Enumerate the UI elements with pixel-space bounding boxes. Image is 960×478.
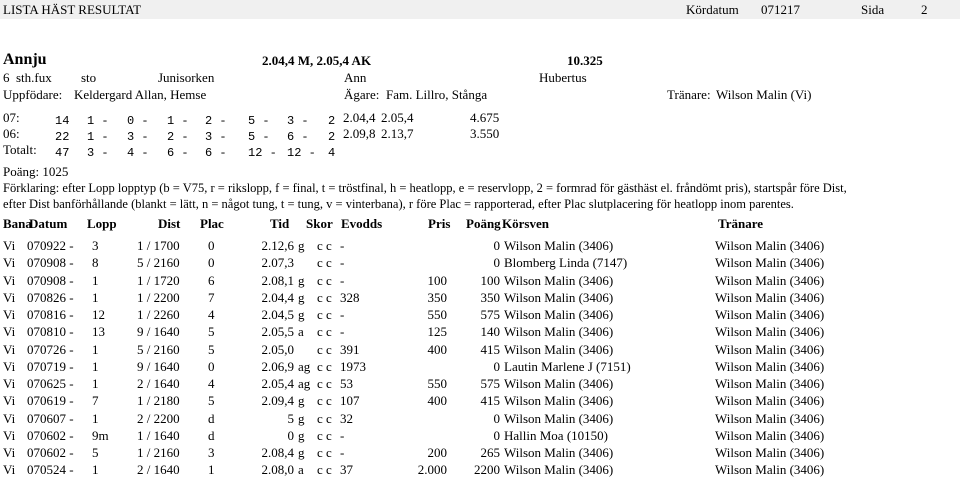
cell-korsven: Hallin Moa (10150) (504, 428, 608, 443)
table-row (0, 462, 960, 478)
results-table-header (0, 216, 960, 232)
column-header-pris: Pris (428, 216, 451, 231)
cell-tranare: Wilson Malin (3406) (715, 307, 825, 322)
cell-tid: 5 (287, 411, 294, 426)
cell-g: ag (298, 376, 311, 391)
cell-dist: 2 / 1640 (137, 376, 180, 391)
cell-g: g (298, 393, 305, 408)
cell-evodds: - (340, 273, 345, 288)
cell-tid: 2.05,0 (261, 342, 294, 357)
column-header-poang: Poäng (466, 216, 501, 231)
trainer-value: Wilson Malin (Vi) (716, 87, 812, 102)
stats-value: 5 - (248, 130, 270, 144)
table-row (0, 359, 960, 375)
cell-poang: 575 (480, 376, 500, 391)
cell-skor: c c (317, 307, 332, 322)
cell-datum: 070602 - (27, 445, 74, 460)
stats-value: 2 (328, 114, 336, 128)
stats-label: 07: (3, 110, 20, 125)
table-row (0, 411, 960, 427)
cell-datum: 070810 - (27, 324, 74, 339)
stats-value: 22 (55, 130, 70, 144)
report-title: LISTA HÄST RESULTAT (3, 2, 142, 17)
stats-value: 1 - (87, 130, 109, 144)
cell-tid: 2.08,4 (261, 445, 294, 460)
stats-value: 0 - (127, 114, 149, 128)
cell-tid: 2.05,5 (261, 324, 294, 339)
cell-poang: 575 (480, 307, 500, 322)
stats-value: 3 - (87, 146, 109, 160)
stats-value: 2 - (205, 114, 227, 128)
cell-skor: c c (317, 255, 332, 270)
cell-evodds: - (340, 428, 345, 443)
cell-poang: 100 (480, 273, 500, 288)
stats-value: 5 - (248, 114, 270, 128)
column-header-evodds: Evodds (341, 216, 383, 231)
cell-bana: Vi (3, 238, 16, 253)
cell-evodds: 1973 (340, 359, 366, 374)
horse-earnings: 10.325 (567, 53, 603, 68)
cell-tranare: Wilson Malin (3406) (715, 376, 825, 391)
cell-g: a (298, 324, 304, 339)
cell-g: g (298, 445, 305, 460)
cell-lopp: 1 (92, 273, 99, 288)
owner-label: Ägare: (344, 87, 380, 102)
cell-lopp: 1 (92, 376, 99, 391)
cell-dist: 5 / 2160 (137, 255, 180, 270)
cell-poang: 140 (480, 324, 500, 339)
cell-tranare: Wilson Malin (3406) (715, 255, 825, 270)
cell-bana: Vi (3, 342, 16, 357)
stats-record: 2.04,4 (343, 110, 376, 125)
cell-g: g (298, 411, 305, 426)
cell-poang: 0 (493, 238, 500, 253)
cell-skor: c c (317, 342, 332, 357)
stats-money: 4.675 (470, 110, 500, 125)
cell-bana: Vi (3, 273, 16, 288)
stats-value: 14 (55, 114, 70, 128)
cell-plac: 3 (208, 445, 215, 460)
cell-dist: 5 / 2160 (137, 342, 180, 357)
cell-lopp: 8 (92, 255, 99, 270)
cell-evodds: - (340, 238, 345, 253)
cell-tid: 0 (287, 428, 294, 443)
cell-plac: 1 (208, 462, 215, 477)
stats-value: 12 - (248, 146, 277, 160)
column-header-tranare: Tränare (718, 216, 764, 231)
cell-evodds: 328 (340, 290, 360, 305)
cell-plac: 5 (208, 324, 215, 339)
cell-tranare: Wilson Malin (3406) (715, 445, 825, 460)
cell-skor: c c (317, 359, 332, 374)
table-row (0, 428, 960, 444)
stats-value: 2 (328, 130, 336, 144)
cell-lopp: 1 (92, 342, 99, 357)
cell-dist: 1 / 1720 (137, 273, 180, 288)
cell-poang: 265 (480, 445, 500, 460)
cell-bana: Vi (3, 393, 16, 408)
cell-datum: 070607 - (27, 411, 74, 426)
cell-datum: 070908 - (27, 273, 74, 288)
cell-plac: d (208, 428, 215, 443)
cell-g: g (298, 238, 305, 253)
cell-dist: 9 / 1640 (137, 324, 180, 339)
cell-tranare: Wilson Malin (3406) (715, 290, 825, 305)
cell-evodds: - (340, 307, 345, 322)
cell-plac: 4 (208, 376, 215, 391)
cell-g: g (298, 290, 305, 305)
cell-evodds: 32 (340, 411, 353, 426)
cell-poang: 0 (493, 255, 500, 270)
cell-tid: 2.04,5 (261, 307, 294, 322)
cell-pris: 400 (427, 342, 447, 357)
cell-korsven: Wilson Malin (3406) (504, 445, 614, 460)
cell-skor: c c (317, 290, 332, 305)
horse-sire: Junisorken (158, 70, 215, 85)
table-row (0, 342, 960, 358)
cell-bana: Vi (3, 462, 16, 477)
legend-line-2: efter Dist banförhållande (blankt = lätt, n = något tung, t = tung, v = vinterbana), r före Plac = rapporterad, efter Plac slutplacering för heatlopp inom parentes. (3, 197, 794, 211)
table-row (0, 238, 960, 254)
cell-datum: 070602 - (27, 428, 74, 443)
cell-plac: 5 (208, 342, 215, 357)
stats-label: Totalt: (3, 142, 37, 157)
cell-plac: 4 (208, 307, 215, 322)
cell-tid: 2.06,9 (261, 359, 294, 374)
stats-value: 3 - (127, 130, 149, 144)
cell-korsven: Wilson Malin (3406) (504, 393, 614, 408)
cell-datum: 070726 - (27, 342, 74, 357)
cell-poang: 0 (493, 359, 500, 374)
cell-lopp: 1 (92, 411, 99, 426)
stats-record: 2.05,4 (381, 110, 414, 125)
page-number: 2 (921, 2, 928, 17)
cell-skor: c c (317, 376, 332, 391)
cell-tranare: Wilson Malin (3406) (715, 411, 825, 426)
cell-lopp: 1 (92, 290, 99, 305)
breeder-label: Uppfödare: (3, 87, 63, 102)
cell-plac: 7 (208, 290, 215, 305)
cell-plac: 0 (208, 255, 215, 270)
cell-tid: 2.12,6 (261, 238, 294, 253)
cell-skor: c c (317, 445, 332, 460)
column-header-tid: Tid (270, 216, 290, 231)
cell-evodds: 107 (340, 393, 360, 408)
cell-datum: 070619 - (27, 393, 74, 408)
cell-lopp: 3 (92, 238, 99, 253)
column-header-datum: Datum (29, 216, 68, 231)
cell-dist: 1 / 2200 (137, 290, 180, 305)
cell-lopp: 5 (92, 445, 99, 460)
cell-pris: 100 (427, 273, 447, 288)
cell-skor: c c (317, 428, 332, 443)
cell-evodds: 37 (340, 462, 353, 477)
cell-tranare: Wilson Malin (3406) (715, 324, 825, 339)
cell-pris: 350 (427, 290, 447, 305)
cell-g: g (298, 428, 305, 443)
cell-bana: Vi (3, 324, 16, 339)
cell-g: g (298, 273, 305, 288)
cell-datum: 070719 - (27, 359, 74, 374)
cell-bana: Vi (3, 307, 16, 322)
table-row (0, 393, 960, 409)
cell-poang: 350 (480, 290, 500, 305)
horse-dam: Ann (344, 70, 367, 85)
cell-tranare: Wilson Malin (3406) (715, 462, 825, 477)
stats-value: 6 - (287, 130, 309, 144)
cell-g: g (298, 307, 305, 322)
horse-gender: sto (81, 70, 97, 85)
cell-tranare: Wilson Malin (3406) (715, 428, 825, 443)
horse-name: Annju (3, 51, 47, 68)
horse-color: sth.fux (16, 70, 52, 85)
cell-dist: 2 / 2200 (137, 411, 180, 426)
cell-skor: c c (317, 324, 332, 339)
cell-pris: 400 (427, 393, 447, 408)
stats-value: 6 - (167, 146, 189, 160)
table-row (0, 290, 960, 306)
cell-tranare: Wilson Malin (3406) (715, 393, 825, 408)
cell-poang: 2200 (474, 462, 500, 477)
cell-dist: 1 / 1700 (137, 238, 180, 253)
cell-bana: Vi (3, 445, 16, 460)
cell-dist: 1 / 2180 (137, 393, 180, 408)
column-header-plac: Plac (200, 216, 224, 231)
cell-lopp: 1 (92, 462, 99, 477)
cell-poang: 415 (480, 393, 500, 408)
cell-g: a (298, 462, 304, 477)
cell-poang: 415 (480, 342, 500, 357)
cell-bana: Vi (3, 290, 16, 305)
stats-value: 3 - (205, 130, 227, 144)
table-row (0, 273, 960, 289)
cell-poang: 0 (493, 428, 500, 443)
cell-tid: 2.09,4 (261, 393, 294, 408)
page-label: Sida (861, 2, 885, 17)
cell-dist: 9 / 1640 (137, 359, 180, 374)
stats-value: 1 - (87, 114, 109, 128)
cell-pris: 2.000 (417, 462, 447, 477)
cell-tranare: Wilson Malin (3406) (715, 238, 825, 253)
legend-line-1: Förklaring: efter Lopp lopptyp (b = V75, r = rikslopp, f = final, t = tröstfinal, h = heatlopp, e = reservlopp, 2 = formrad för gästhäst el. fråndömt pris), startspår före Dist, (3, 181, 847, 195)
cell-korsven: Wilson Malin (3406) (504, 462, 614, 477)
cell-tranare: Wilson Malin (3406) (715, 342, 825, 357)
cell-evodds: - (340, 445, 345, 460)
cell-korsven: Lautin Marlene J (7151) (504, 359, 631, 374)
stats-value: 3 - (287, 114, 309, 128)
cell-skor: c c (317, 462, 332, 477)
cell-skor: c c (317, 393, 332, 408)
cell-g: ag (298, 359, 311, 374)
cell-dist: 2 / 1640 (137, 462, 180, 477)
stats-value: 4 (328, 146, 336, 160)
cell-datum: 070908 - (27, 255, 74, 270)
stats-label: 06: (3, 126, 20, 141)
column-header-korsven: Körsven (502, 216, 549, 231)
cell-korsven: Wilson Malin (3406) (504, 273, 614, 288)
table-row (0, 307, 960, 323)
cell-korsven: Wilson Malin (3406) (504, 324, 614, 339)
cell-tid: 2.07,3 (261, 255, 294, 270)
breeder-value: Keldergard Allan, Hemse (74, 87, 207, 102)
cell-tid: 2.05,4 (261, 376, 294, 391)
cell-plac: 0 (208, 359, 215, 374)
cell-korsven: Wilson Malin (3406) (504, 342, 614, 357)
cell-pris: 550 (427, 376, 447, 391)
cell-datum: 070816 - (27, 307, 74, 322)
cell-bana: Vi (3, 255, 16, 270)
stats-money: 3.550 (470, 126, 500, 141)
table-row (0, 324, 960, 340)
table-row (0, 445, 960, 461)
horse-damsire: Hubertus (539, 70, 587, 85)
cell-tid: 2.04,4 (261, 290, 294, 305)
column-header-skor: Skor (306, 216, 333, 231)
cell-lopp: 7 (92, 393, 99, 408)
cell-skor: c c (317, 411, 332, 426)
cell-evodds: 391 (340, 342, 360, 357)
stats-value: 2 - (167, 130, 189, 144)
cell-poang: 0 (493, 411, 500, 426)
cell-datum: 070922 - (27, 238, 74, 253)
stats-value: 6 - (205, 146, 227, 160)
cell-dist: 1 / 2260 (137, 307, 180, 322)
cell-tid: 2.08,0 (261, 462, 294, 477)
cell-lopp: 1 (92, 359, 99, 374)
column-header-lopp: Lopp (87, 216, 117, 231)
cell-plac: d (208, 411, 215, 426)
owner-value: Fam. Lillro, Stånga (386, 87, 488, 102)
points-total: Poäng: 1025 (3, 164, 69, 179)
trainer-label: Tränare: (667, 87, 711, 102)
cell-lopp: 12 (92, 307, 105, 322)
cell-evodds: 53 (340, 376, 353, 391)
cell-korsven: Wilson Malin (3406) (504, 238, 614, 253)
cell-dist: 1 / 1640 (137, 428, 180, 443)
stats-value: 12 - (287, 146, 316, 160)
cell-bana: Vi (3, 411, 16, 426)
cell-bana: Vi (3, 376, 16, 391)
cell-pris: 550 (427, 307, 447, 322)
cell-tranare: Wilson Malin (3406) (715, 359, 825, 374)
cell-korsven: Wilson Malin (3406) (504, 411, 614, 426)
cell-plac: 5 (208, 393, 215, 408)
cell-korsven: Wilson Malin (3406) (504, 376, 614, 391)
table-row (0, 376, 960, 392)
stats-value: 47 (55, 146, 70, 160)
cell-tid: 2.08,1 (261, 273, 294, 288)
cell-bana: Vi (3, 359, 16, 374)
cell-dist: 1 / 2160 (137, 445, 180, 460)
cell-bana: Vi (3, 428, 16, 443)
kordatum-value: 071217 (761, 2, 800, 17)
cell-datum: 070524 - (27, 462, 74, 477)
cell-tranare: Wilson Malin (3406) (715, 273, 825, 288)
cell-evodds: - (340, 255, 345, 270)
cell-korsven: Wilson Malin (3406) (504, 290, 614, 305)
stats-value: 1 - (167, 114, 189, 128)
stats-value: 4 - (127, 146, 149, 160)
cell-skor: c c (317, 273, 332, 288)
cell-korsven: Blomberg Linda (7147) (504, 255, 628, 270)
table-row (0, 255, 960, 271)
cell-pris: 200 (427, 445, 447, 460)
horse-records: 2.04,4 M, 2.05,4 AK (262, 53, 372, 68)
kordatum-label: Kördatum (686, 2, 739, 17)
cell-datum: 070826 - (27, 290, 74, 305)
report-header-bar (0, 0, 960, 19)
cell-evodds: - (340, 324, 345, 339)
stats-record: 2.09,8 (343, 126, 376, 141)
cell-korsven: Wilson Malin (3406) (504, 307, 614, 322)
cell-skor: c c (317, 238, 332, 253)
horse-age: 6 (3, 70, 10, 85)
cell-datum: 070625 - (27, 376, 74, 391)
cell-lopp: 9m (92, 428, 109, 443)
cell-lopp: 13 (92, 324, 105, 339)
cell-plac: 0 (208, 238, 215, 253)
cell-pris: 125 (427, 324, 447, 339)
cell-plac: 6 (208, 273, 215, 288)
column-header-dist: Dist (158, 216, 181, 231)
stats-record: 2.13,7 (381, 126, 414, 141)
column-header-bana: Bana (3, 216, 32, 231)
